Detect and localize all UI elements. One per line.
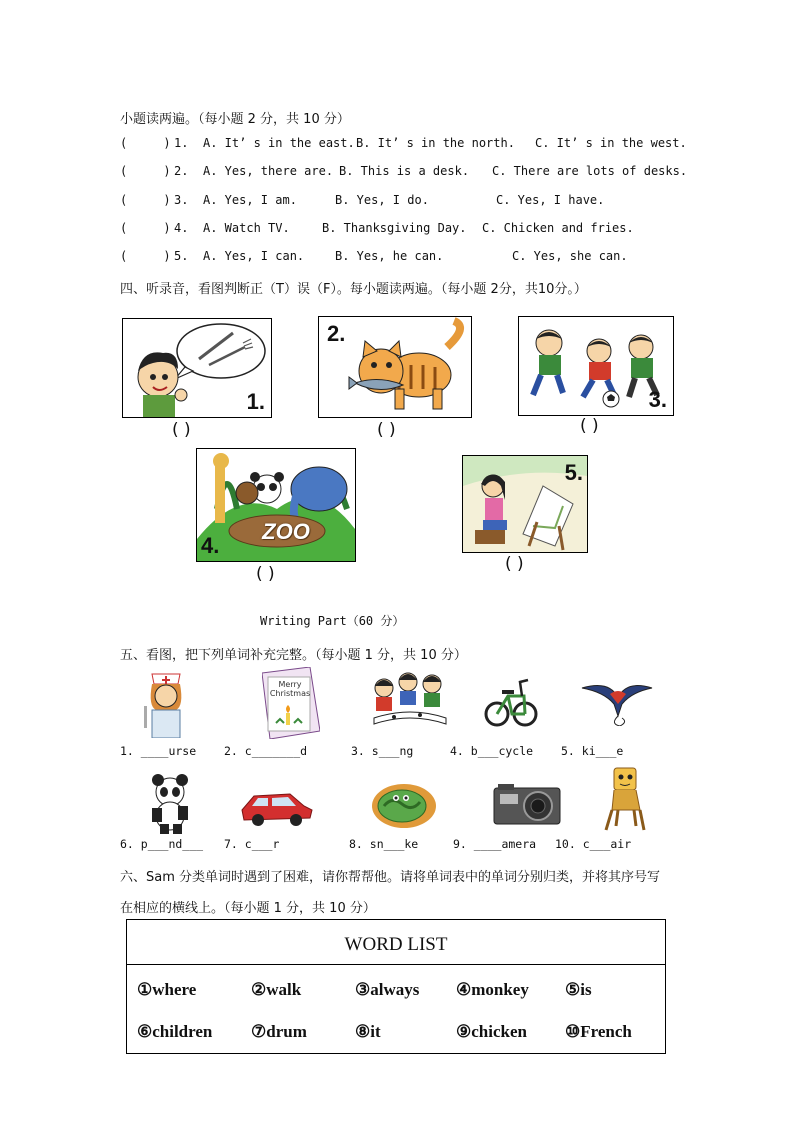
christmas-card-picture <box>262 667 320 739</box>
answer-paren[interactable]: ( ) <box>120 193 171 207</box>
fill-word-9[interactable]: 9. ____amera <box>453 837 537 851</box>
option-a: A. Watch TV. <box>203 221 290 235</box>
item-number: 3. <box>174 193 189 207</box>
item-number: 4. <box>174 221 189 235</box>
item-number: 5. <box>174 249 189 263</box>
option-a: A. It’ s in the east. <box>203 136 355 150</box>
word-list-item: ⑦drum <box>251 1022 307 1041</box>
listening-item-1 <box>120 136 687 154</box>
fill-word-1[interactable]: 1. ____urse <box>120 744 197 758</box>
writing-part-heading: Writing Part（60 分） <box>260 614 405 628</box>
option-c: C. Yes, I have. <box>496 193 605 207</box>
zoo-sign: ZOO <box>262 519 310 544</box>
fill-word-2[interactable]: 2. c_______d <box>224 744 308 758</box>
picture-kids-football <box>518 316 674 416</box>
answer-paren[interactable]: ( ) <box>120 164 171 178</box>
option-c: C. There are lots of desks. <box>492 164 688 178</box>
bicycle-picture <box>484 668 538 732</box>
option-a: A. Yes, I can. <box>203 249 305 263</box>
word-list-item: ④monkey <box>456 980 529 999</box>
option-b: B. Thanksgiving Day. <box>322 221 467 235</box>
answer-paren[interactable]: ( ) <box>120 249 171 263</box>
card-text: Merry Christmas <box>269 680 311 698</box>
picture-girl-drawing <box>462 455 588 553</box>
listening-item-2 <box>120 164 688 182</box>
section5-title: 五、看图，把下列单词补充完整。（每小题 1 分，共 10 分） <box>120 648 467 663</box>
picture-number: 2. <box>327 321 346 346</box>
word-list-item: ⑧it <box>355 1022 381 1041</box>
nurse-picture <box>138 666 194 738</box>
fill-word-10[interactable]: 10. c___air <box>555 837 632 851</box>
snake-picture <box>370 778 438 830</box>
option-c: C. Chicken and fries. <box>482 221 634 235</box>
fill-word-5[interactable]: 5. ki___e <box>561 744 624 758</box>
option-b: B. This is a desk. <box>339 164 470 178</box>
option-c: C. It’ s in the west. <box>535 136 687 150</box>
fill-word-4[interactable]: 4. b___cycle <box>450 744 534 758</box>
section4-title: 四、听录音，看图判断正（T）误（F）。每小题读两遍。（每小题 2分，共10分。） <box>120 282 587 297</box>
fill-word-8[interactable]: 8. sn___ke <box>349 837 419 851</box>
answer-paren[interactable]: ( ) <box>120 136 171 150</box>
listening-item-5 <box>120 249 680 267</box>
picture-zoo <box>196 448 356 562</box>
word-list-title: WORD LIST <box>127 920 665 965</box>
answer-paren[interactable]: ( ) <box>120 221 171 235</box>
answer-paren-4[interactable]: ( ) <box>256 564 275 584</box>
children-singing-picture <box>370 668 448 726</box>
option-b: B. Yes, he can. <box>335 249 444 263</box>
answer-paren-5[interactable]: ( ) <box>505 554 524 574</box>
option-a: A. Yes, I am. <box>203 193 297 207</box>
word-list-item: ⑩French <box>565 1022 632 1041</box>
listening-item-3 <box>120 193 680 211</box>
option-b: B. Yes, I do. <box>335 193 429 207</box>
option-b: B. It’ s in the north. <box>356 136 515 150</box>
section6-title-line1: 六、Sam 分类单词时遇到了困难，请你帮帮他。请将单词表中的单词分别归类，并将其序号写 <box>120 870 661 885</box>
section6-title-line2: 在相应的横线上。（每小题 1 分，共 10 分） <box>120 901 376 916</box>
picture-cat-fish <box>318 316 472 418</box>
word-list-item: ⑨chicken <box>456 1022 527 1041</box>
answer-paren-3[interactable]: ( ) <box>580 416 599 436</box>
word-list-item: ②walk <box>251 980 302 999</box>
section3-instructions: 小题读两遍。（每小题 2 分，共 10 分） <box>120 112 350 127</box>
panda-picture <box>146 772 196 834</box>
word-list-item: ⑤is <box>565 980 592 999</box>
word-list-item: ③always <box>355 980 420 999</box>
car-picture <box>240 784 314 828</box>
listening-item-4 <box>120 221 680 239</box>
option-c: C. Yes, she can. <box>512 249 628 263</box>
word-list-item: ①where <box>137 980 197 999</box>
item-number: 2. <box>174 164 189 178</box>
picture-number: 3. <box>648 387 667 412</box>
picture-number: 5. <box>564 460 583 485</box>
chair-picture <box>600 766 650 832</box>
fill-word-3[interactable]: 3. s___ng <box>351 744 414 758</box>
kite-picture <box>580 670 654 726</box>
item-number: 1. <box>174 136 189 150</box>
answer-paren-1[interactable]: ( ) <box>172 420 191 440</box>
fill-word-6[interactable]: 6. p___nd___ <box>120 837 204 851</box>
word-list-table <box>126 919 666 1054</box>
fill-word-7[interactable]: 7. c___r <box>224 837 280 851</box>
word-list-item: ⑥children <box>137 1022 213 1041</box>
answer-paren-2[interactable]: ( ) <box>377 420 396 440</box>
picture-number: 1. <box>246 389 265 414</box>
picture-boy-knife-fork <box>122 318 272 418</box>
option-a: A. Yes, there are. <box>203 164 334 178</box>
camera-picture <box>492 780 562 826</box>
picture-number: 4. <box>201 533 220 558</box>
